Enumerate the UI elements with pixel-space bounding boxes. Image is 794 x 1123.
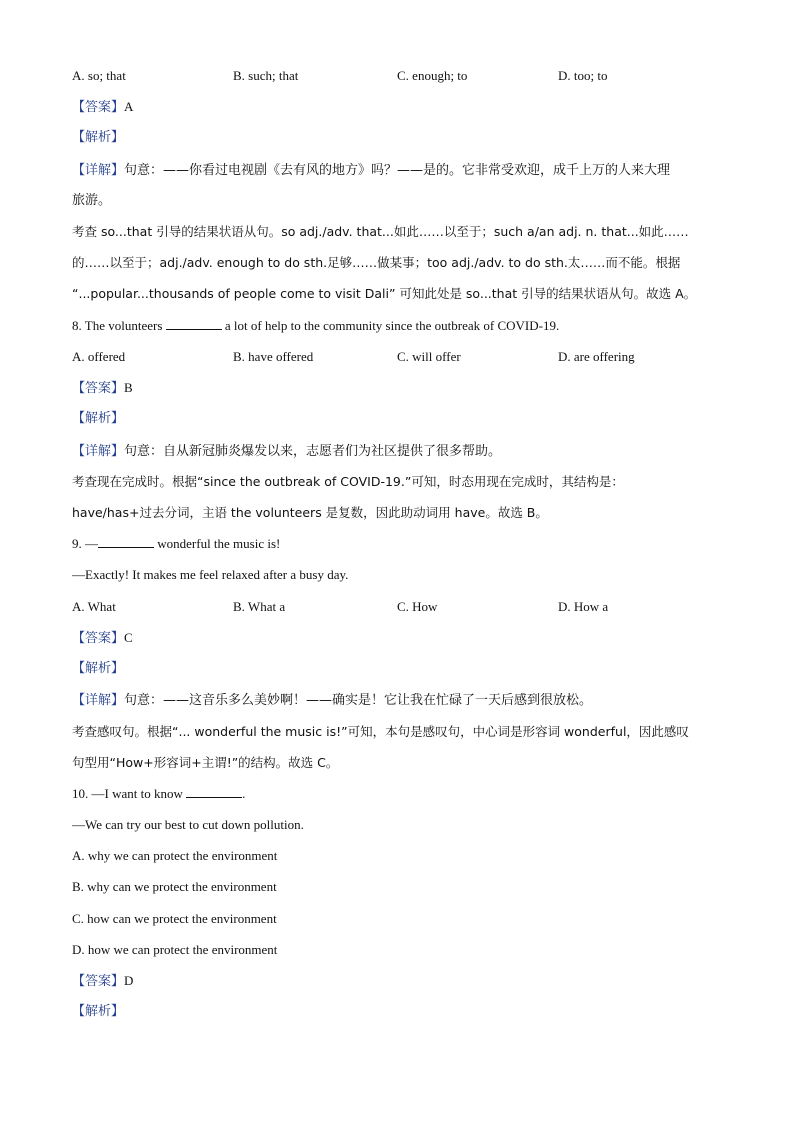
- q10-stem-start: 10. —I want to know: [72, 786, 187, 801]
- q8-stem-end: a lot of help to the community since the outbreak of COVID-19.: [221, 318, 560, 333]
- answer-value: C: [124, 630, 133, 645]
- detail-text: 句意：——这音乐多么美妙啊！——确实是！它让我在忙碌了一天后感到很放松。: [124, 693, 593, 708]
- q7-detail-line-2: 旅游。: [72, 193, 112, 208]
- answer-label: 【答案】: [72, 100, 125, 115]
- q7-explanation-line-1: 考查 so...that 引导的结果状语从句。so adj./adv. that...如此……以至于；such a/an adj. n. that...如此……: [72, 224, 689, 239]
- answer-label: 【答案】: [72, 381, 125, 396]
- q10-reply: —We can try our best to cut down pollution.: [72, 817, 304, 832]
- q8-options: [72, 349, 732, 365]
- q8-stem: [72, 318, 559, 334]
- answer-value: D: [124, 973, 134, 988]
- q7-option-c: C. enough; to: [397, 68, 468, 83]
- detail-label: 【详解】: [72, 163, 125, 178]
- q10-stem: [72, 786, 245, 802]
- q9-explanation-line-1: 考查感叹句。根据“... wonderful the music is!”可知，本句是感叹句，中心词是形容词 wonderful，因此感叹: [72, 724, 689, 739]
- q8-detail-line-1: [72, 443, 501, 460]
- q9-answer: [72, 630, 133, 647]
- answer-label: 【答案】: [72, 974, 125, 989]
- q7-explanation-line-2: 的……以至于；adj./adv. enough to do sth.足够……做某事；too adj./adv. to do sth.太……而不能。根据: [72, 255, 681, 270]
- q9-reply: —Exactly! It makes me feel relaxed after a busy day.: [72, 567, 349, 582]
- q10-answer: [72, 973, 133, 990]
- q8-analysis-label: 【解析】: [72, 411, 125, 426]
- q7-option-d: D. too; to: [558, 68, 608, 83]
- q9-stem: [72, 536, 280, 552]
- q9-option-b: B. What a: [233, 599, 286, 614]
- q9-stem-end: wonderful the music is!: [154, 536, 281, 551]
- answer-value: A: [124, 99, 134, 114]
- q10-option-d: D. how we can protect the environment: [72, 942, 278, 957]
- q8-answer: [72, 380, 133, 397]
- q8-option-b: B. have offered: [233, 349, 314, 364]
- q7-explanation-line-3: “...popular...thousands of people come to visit Dali” 可知此处是 so...that 引导的结果状语从句。故选 A。: [72, 286, 697, 301]
- q8-explanation-line-2: have/has+过去分词，主语 the volunteers 是复数，因此助动词用 have。故选 B。: [72, 505, 548, 520]
- answer-label: 【答案】: [72, 631, 125, 646]
- q7-option-a: A. so; that: [72, 68, 126, 83]
- q10-option-c: C. how can we protect the environment: [72, 911, 277, 926]
- q7-detail-line-1: [72, 162, 670, 179]
- q8-blank: [166, 318, 222, 330]
- detail-label: 【详解】: [72, 693, 125, 708]
- q9-detail-line-1: [72, 692, 592, 709]
- answer-value: B: [124, 380, 133, 395]
- q7-options: [72, 68, 732, 84]
- detail-label: 【详解】: [72, 444, 125, 459]
- q8-option-d: D. are offering: [558, 349, 635, 364]
- q8-option-a: A. offered: [72, 349, 126, 364]
- q9-analysis-label: 【解析】: [72, 661, 125, 676]
- q9-explanation-line-2: 句型用“How+形容词+主谓!”的结构。故选 C。: [72, 755, 339, 770]
- q10-option-a: A. why we can protect the environment: [72, 848, 278, 863]
- q10-blank: [186, 786, 242, 798]
- q10-stem-end: .: [242, 786, 246, 801]
- q7-analysis-label: 【解析】: [72, 130, 125, 145]
- q7-answer: [72, 99, 133, 116]
- q9-option-c: C. How: [397, 599, 438, 614]
- q7-option-b: B. such; that: [233, 68, 299, 83]
- q9-option-d: D. How a: [558, 599, 609, 614]
- q8-explanation-line-1: 考查现在完成时。根据“since the outbreak of COVID-19.”可知，时态用现在完成时，其结构是：: [72, 474, 624, 489]
- q9-option-a: A. What: [72, 599, 116, 614]
- q9-stem-start: 9. —: [72, 536, 98, 551]
- q10-analysis-label: 【解析】: [72, 1004, 125, 1019]
- q9-blank: [98, 536, 154, 548]
- q8-stem-start: 8. The volunteers: [72, 318, 166, 333]
- q10-option-b: B. why can we protect the environment: [72, 879, 277, 894]
- detail-text: 句意：——你看过电视剧《去有风的地方》吗？——是的。它非常受欢迎，成千上万的人来大理: [124, 163, 671, 178]
- q8-option-c: C. will offer: [397, 349, 461, 364]
- q9-options: [72, 599, 732, 615]
- detail-text: 句意：自从新冠肺炎爆发以来，志愿者们为社区提供了很多帮助。: [124, 444, 502, 459]
